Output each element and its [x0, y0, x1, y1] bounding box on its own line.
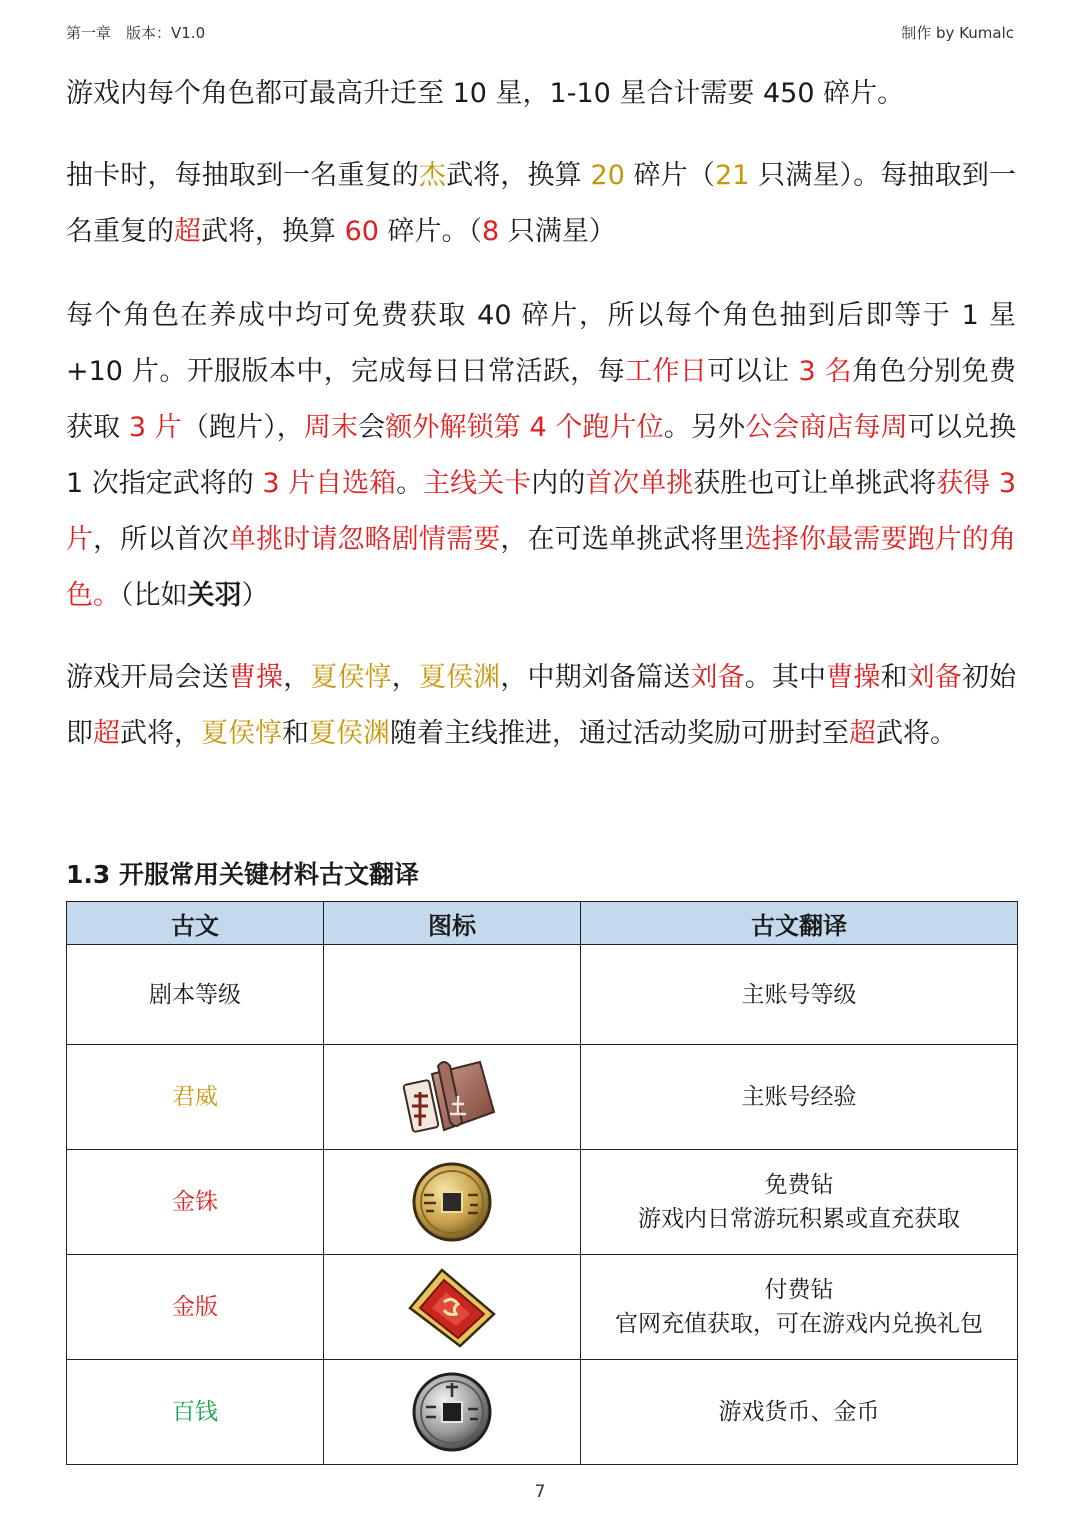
table-row: [67, 945, 1018, 1045]
icon-cell: [324, 1255, 581, 1360]
column-header-term: 古文: [67, 902, 324, 945]
term-cell: 君威: [67, 1045, 324, 1150]
highlight: 3 片自选箱: [262, 468, 397, 499]
icon-cell: [324, 1360, 581, 1465]
header-chapter-version: 第一章 版本：V1.0: [66, 24, 206, 42]
hero-name: 夏侯渊: [418, 662, 501, 693]
translation-line: 官网充值获取，可在游戏内兑换礼包: [615, 1311, 983, 1337]
translation-cell: [581, 1045, 1018, 1150]
highlight: 首次单挑: [585, 468, 694, 499]
hero-name: 夏侯惇: [310, 662, 392, 693]
text: ，在可选单挑武将里: [500, 524, 745, 555]
hero-name: 夏侯渊: [309, 718, 390, 749]
icon-cell: [324, 1045, 581, 1150]
text: 只满星）: [499, 216, 616, 247]
text: 和: [880, 662, 908, 693]
paragraph-star-upgrade: [66, 66, 1016, 122]
table-row: [67, 1255, 1018, 1360]
table-row: [67, 1360, 1018, 1465]
hero-guanyu: 关羽: [187, 580, 242, 611]
translation-line: 游戏内日常游玩积累或直充获取: [638, 1206, 960, 1232]
highlight: 3 名: [798, 356, 853, 387]
page-number: 7: [534, 1482, 546, 1502]
highlight: 额外解锁第 4 个跑片位: [385, 412, 664, 443]
highlight: 选择你最需要跑片的角色。: [66, 524, 1017, 611]
tier-jie: 杰: [418, 160, 447, 191]
hero-name: 刘备: [907, 662, 962, 693]
gold-plate-icon: [402, 1262, 502, 1352]
number-20: 20: [590, 160, 625, 191]
tier-chao: 超: [93, 718, 120, 749]
number-60: 60: [344, 216, 379, 247]
text: （跑片），: [181, 412, 304, 443]
term-cell: 剧本等级: [67, 945, 324, 1045]
text: 初始即: [66, 662, 1017, 749]
text: 每个角色在养成中均可免费获取 40 碎片，所以每个角色抽到后即等于 1 星 +10 片。开服版本中，完成每日日常活跃，每: [66, 300, 1016, 387]
tier-chao: 超: [174, 216, 201, 247]
paragraph-duplicate-conversion: [66, 148, 1016, 260]
hero-name: 刘备: [690, 662, 745, 693]
text: 。其中: [744, 662, 827, 693]
paragraph-starter-heroes: [66, 650, 1016, 762]
translation-line: 付费钻: [764, 1277, 834, 1303]
translation-line: 主账号等级: [741, 981, 857, 1008]
text: 角色分别免费获取: [66, 356, 1017, 443]
text: 可以兑换 1 次指定武将的: [66, 412, 1017, 499]
text: 可以让: [707, 356, 799, 387]
text: 随着主线推进，通过活动奖励可册封至: [390, 718, 849, 749]
translation-line: 游戏货币、金币: [718, 1399, 880, 1425]
icon-cell: [324, 945, 581, 1045]
column-header-translation: 古文翻译: [581, 902, 1018, 945]
text: 抽卡时，每抽取到一名重复的: [66, 160, 419, 191]
gold-coin-icon: [402, 1157, 502, 1247]
translation-cell: [581, 1360, 1018, 1465]
translation-line: 主账号经验: [741, 1084, 857, 1110]
term-cell: 金版: [67, 1255, 324, 1360]
text: 武将，换算: [201, 216, 345, 247]
term-cell: 百钱: [67, 1360, 324, 1465]
highlight: 3 片: [128, 412, 182, 443]
translation-cell: [581, 1150, 1018, 1255]
term-cell: 金铢: [67, 1150, 324, 1255]
header-author: 制作 by Kumalc: [901, 24, 1014, 42]
text: 和: [282, 718, 309, 749]
text: 只满星）。每抽取到一名重复的: [66, 160, 1016, 247]
number-8: 8: [482, 216, 500, 247]
translation-cell: [581, 945, 1018, 1045]
text: ，: [283, 662, 311, 693]
text: 。另外: [663, 412, 746, 443]
text: 内的: [531, 468, 586, 499]
text: 获胜也可让单挑武将: [693, 468, 937, 499]
highlight: 周末: [303, 412, 359, 443]
highlight: 公会商店每周: [745, 412, 908, 443]
text: 会: [358, 412, 386, 443]
table-header-row: [67, 902, 1018, 945]
table-row: [67, 1045, 1018, 1150]
text: 武将，: [120, 718, 201, 749]
section-title: 1.3 开服常用关键材料古文翻译: [66, 860, 419, 889]
column-header-icon: 图标: [324, 902, 581, 945]
text: ，: [391, 662, 419, 693]
highlight: 获得 3 片: [66, 468, 1017, 555]
scroll-icon: [402, 1052, 502, 1142]
icon-cell: [324, 1150, 581, 1255]
text: 。: [396, 468, 424, 499]
highlight: 主线关卡: [423, 468, 532, 499]
text: 碎片（: [624, 160, 716, 191]
highlight: 工作日: [625, 356, 708, 387]
number-21: 21: [715, 160, 750, 191]
tier-chao: 超: [849, 718, 876, 749]
text: 武将。: [876, 718, 957, 749]
highlight: 单挑时请忽略剧情需要: [228, 524, 501, 555]
text: ，中期刘备篇送: [500, 662, 691, 693]
hero-name: 曹操: [228, 662, 284, 693]
text: 游戏内每个角色都可最高升迁至 10 星，1-10 星合计需要 450 碎片。: [66, 78, 905, 109]
paragraph-shard-sources: [66, 288, 1016, 624]
text: 游戏开局会送: [66, 662, 229, 693]
text: ）: [241, 580, 269, 611]
material-glossary-table: [66, 901, 1018, 1465]
text: 武将，换算: [446, 160, 591, 191]
table-row: [67, 1150, 1018, 1255]
text: ，所以首次: [93, 524, 229, 555]
silver-coin-icon: [402, 1367, 502, 1457]
translation-cell: [581, 1255, 1018, 1360]
text: 碎片。（: [378, 216, 483, 247]
hero-name: 夏侯惇: [201, 718, 282, 749]
hero-name: 曹操: [826, 662, 881, 693]
text: （比如: [120, 580, 188, 611]
translation-line: 免费钻: [764, 1172, 834, 1198]
